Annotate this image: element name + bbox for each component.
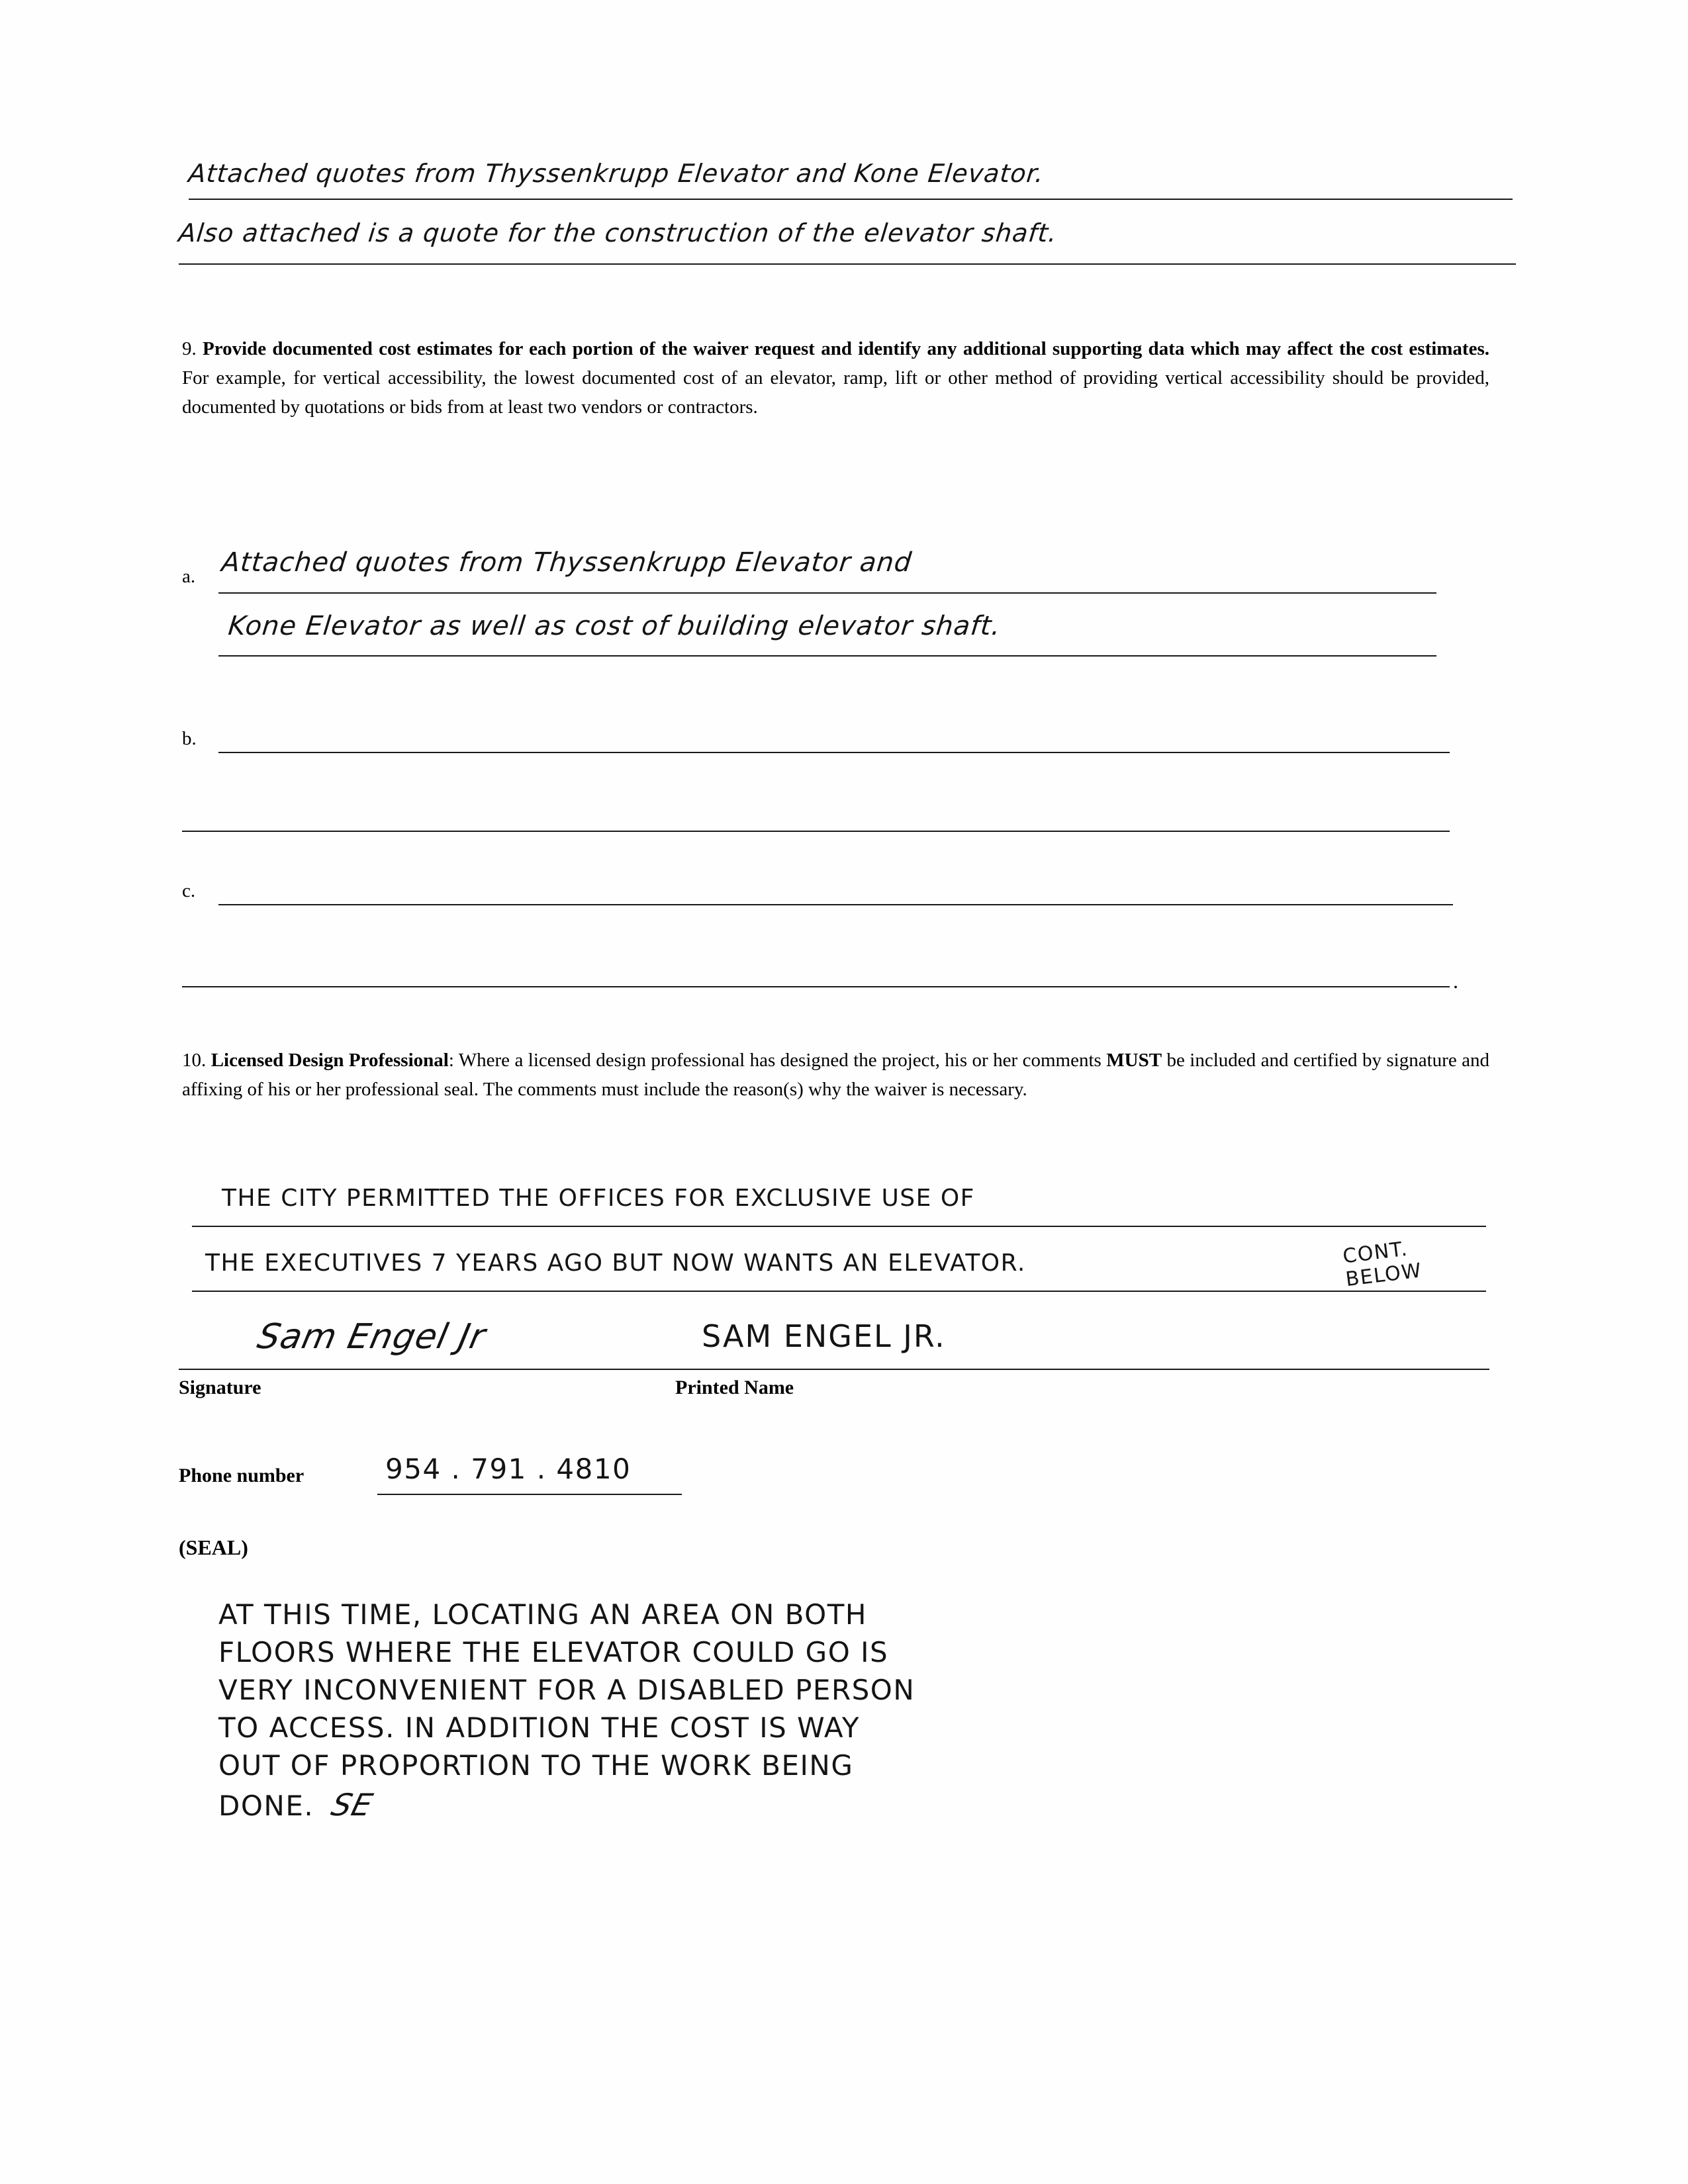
printed-name-rule — [675, 1369, 1489, 1370]
bottom-note-line-1: AT THIS TIME, LOCATING AN AREA ON BOTH — [218, 1598, 867, 1631]
item-9-entry-b-letter: b. — [182, 728, 197, 749]
signature-value: Sam Engel Jr — [254, 1317, 489, 1357]
item-10-number: 10. — [182, 1050, 207, 1071]
phone-number-value: 954 . 791 . 4810 — [385, 1453, 632, 1485]
bottom-handwritten-note — [218, 1598, 1344, 1823]
printed-name-value: SAM ENGEL JR. — [702, 1318, 946, 1354]
item-9-trailing-period: . — [1453, 969, 1458, 993]
item-9-entry-c-letter: c. — [182, 880, 196, 901]
bottom-note-line-3: VERY INCONVENIENT FOR A DISABLED PERSON — [218, 1674, 915, 1706]
item-9-entry-c-rule-1 — [218, 904, 1453, 905]
item-10-paragraph — [182, 1046, 1489, 1104]
phone-number-rule — [377, 1494, 682, 1495]
item-10-comment-rule-2 — [192, 1291, 1486, 1292]
item-9-entry-b-rule-2 — [182, 831, 1450, 832]
item-9-number: 9. — [182, 338, 197, 359]
item-9-entry-a-letter: a. — [182, 566, 196, 587]
item-10-rest-2: be included and certified by signature and affixing of his or her professional seal. The comments must include the reason(s) why the waiver is necessary. — [182, 1050, 1489, 1100]
item-9-entry-a-rule-2 — [218, 655, 1436, 657]
item-10-bold-lead: Licensed Design Professional — [211, 1050, 449, 1071]
top-note-2-text: Also attached is a quote for the construction of the elevator shaft. — [177, 218, 1059, 248]
seal-label-row — [179, 1535, 248, 1560]
printed-name-label: Printed Name — [675, 1377, 794, 1398]
phone-number-label: Phone number — [179, 1465, 305, 1486]
top-handwritten-note-2 — [179, 218, 1476, 248]
item-9-entry-a-line2: Kone Elevator as well as cost of building elevator shaft. — [226, 611, 1003, 641]
item-10-comment-continued-note: CONT. BELOW — [1341, 1237, 1424, 1292]
item-10-bold-must: MUST — [1106, 1050, 1162, 1071]
bottom-note-line-5: OUT OF PROPORTION TO THE WORK BEING — [218, 1749, 854, 1782]
item-9-entry-c-rule-2 — [182, 986, 1450, 987]
item-10-comment-rule-1 — [192, 1226, 1486, 1227]
item-10-comment-line-2: THE EXECUTIVES 7 YEARS AGO BUT NOW WANTS AN ELEVATOR. — [205, 1250, 1026, 1277]
bottom-note-line-4: TO ACCESS. IN ADDITION THE COST IS WAY — [218, 1711, 861, 1744]
item-9-paragraph — [182, 334, 1489, 422]
seal-label: (SEAL) — [179, 1535, 248, 1559]
bottom-note-line-2: FLOORS WHERE THE ELEVATOR COULD GO IS — [218, 1636, 889, 1668]
signature-rule — [179, 1369, 675, 1370]
item-9-entry-b-rule-1 — [218, 752, 1450, 753]
item-10-comment-line-1: THE CITY PERMITTED THE OFFICES FOR EXCLUSIVE USE OF — [222, 1185, 975, 1212]
item-9-entry-a-line1: Attached quotes from Thyssenkrupp Elevator and — [220, 547, 914, 578]
bottom-note-line-6: DONE. — [218, 1790, 314, 1822]
signature-label: Signature — [179, 1377, 261, 1398]
item-9-bold-lead: Provide documented cost estimates for each portion of the waiver request and identify any additional supporting data which may affect the cost estimates. — [203, 338, 1490, 359]
top-note-rule-1 — [189, 199, 1513, 200]
top-handwritten-note-1 — [189, 159, 1473, 188]
bottom-note-initials: SE — [328, 1787, 377, 1823]
top-note-rule-2 — [179, 263, 1516, 265]
item-10-rest-1: : Where a licensed design professional has designed the project, his or her comments — [448, 1050, 1107, 1071]
top-note-1-text: Attached quotes from Thyssenkrupp Elevator and Kone Elevator. — [187, 159, 1046, 188]
item-9-entry-a-rule-1 — [218, 592, 1436, 594]
item-9-rest: For example, for vertical accessibility, the lowest documented cost of an elevator, ramp, lift or other method of providing vertical accessibility should be provided, documented by quotations or bids from at least two vendors or contractors. — [182, 367, 1489, 418]
